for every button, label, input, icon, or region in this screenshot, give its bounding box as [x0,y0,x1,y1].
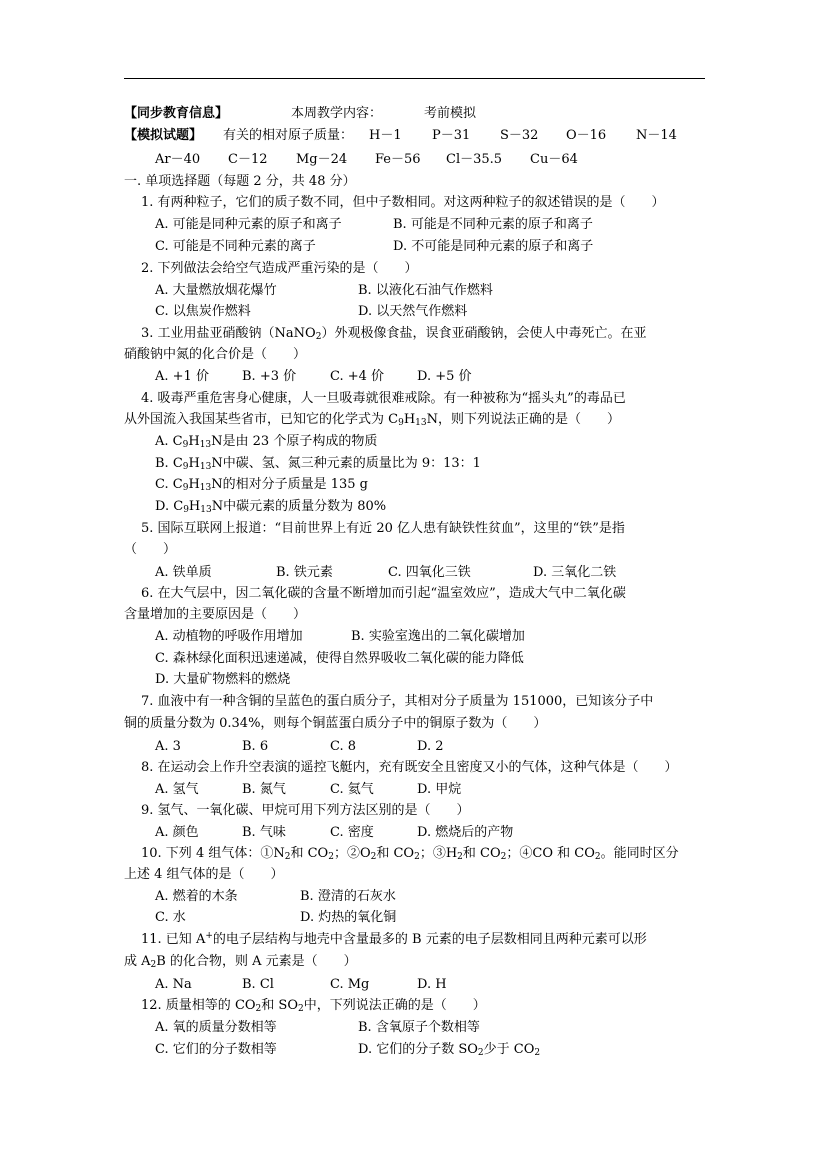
q1-option-c: C. 可能是不同种元素的离子 [155,239,316,254]
q11-option-c: C. Mg [330,977,370,992]
mass-ar: Ar－40 [155,152,201,167]
q4-option-b: B. $C_9H_{13}N$中碳、氢、氮三种元素的质量比为 9：13：1 [155,456,481,472]
q1-option-a: A. 可能是同种元素的原子和离子 [155,217,342,232]
q10-option-d: D. 灼热的氧化铜 [300,910,397,925]
mass-p: P－31 [432,128,471,143]
q11-option-d: D. H [417,977,447,992]
q4-stem-line1: 4. 吸毒严重危害身心健康，人一旦吸毒就很难戒除。有一种被称为“摇头丸”的毒品已 [141,391,626,406]
q2-option-b: B. 以液化石油气作燃料 [358,283,493,298]
q7-option-d: D. 2 [417,739,444,754]
q6-stem-line1: 6. 在大气层中，因二氧化碳的含量不断增加而引起“温室效应”，造成大气中二氧化碳 [141,586,626,601]
mass-fe: Fe－56 [375,152,421,167]
q12-option-d: D. 它们的分子数 $SO_2$少于 $CO_2$ [358,1042,541,1058]
section-title: 一. 单项选择题（每题 2 分，共 48 分） [124,174,356,189]
q11-option-b: B. Cl [242,977,274,992]
mass-n: N－14 [636,128,677,143]
q3-stem-line1: 3. 工业用盐亚硝酸钠（NaNO$_2$）外观极像食盐，误食亚硝酸钠，会使人中毒死亡。在亚 [141,326,647,342]
q5-stem-line1: 5. 国际互联网上报道：“目前世界上有近 20 亿人患有缺铁性贫血”，这里的“铁”是指 [141,521,625,536]
q3-option-a: A. +1 价 [155,369,209,384]
q9-stem: 9. 氢气、一氧化碳、甲烷可用下列方法区别的是（ ） [141,803,470,818]
mass-cl: Cl－35.5 [446,152,503,167]
q9-option-b: B. 气味 [242,825,286,840]
q1-option-b: B. 可能是不同种元素的原子和离子 [393,217,593,232]
q5-option-a: A. 铁单质 [155,565,212,580]
masses-intro: 有关的相对原子质量： [223,128,354,143]
q9-option-d: D. 燃烧后的产物 [417,825,514,840]
mock-label: 【模拟试题】 [124,128,203,143]
q7-stem-line2: 铜的质量分数为 0.34%，则每个铜蓝蛋白质分子中的铜原子数为（ ） [124,716,547,731]
q12-stem: 12. 质量相等的 $CO_2$和 $SO_2$中，下列说法正确的是（ ） [141,998,486,1014]
q8-option-b: B. 氮气 [242,782,286,797]
q11-stem-line1: 11. 已知 A+的电子层结构与地壳中含量最多的 B 元素的电子层数相同且两种元素可以形 [141,931,647,947]
q10-option-c: C. 水 [155,910,186,925]
q8-option-d: D. 甲烷 [417,782,462,797]
mass-h: H－1 [369,128,402,143]
header-label: 【同步教育信息】 [124,106,229,121]
q4-option-a: A. $C_9H_{13}N$是由 23 个原子构成的物质 [155,434,378,450]
q5-option-d: D. 三氧化二铁 [533,565,617,580]
content-value: 考前模拟 [424,106,477,121]
q1-stem: 1. 有两种粒子，它们的质子数不同，但中子数相同。对这两种粒子的叙述错误的是（ ） [141,195,665,210]
q3-option-c: C. +4 价 [330,369,385,384]
q6-option-a: A. 动植物的呼吸作用增加 [155,629,303,644]
q4-option-d: D. $C_9H_{13}N$中碳元素的质量分数为 80% [155,499,387,515]
content-label: 本周教学内容： [291,106,383,121]
q8-option-a: A. 氢气 [155,782,199,797]
q8-option-c: C. 氦气 [330,782,374,797]
q10-stem-line1: 10. 下列 4 组气体：$①N_2$和 $CO_2$；$②O_2$和 $CO_2$；$③H_2$和 $CO_2$；④CO 和 $CO_2$。能同时区分 [141,846,679,862]
q3-option-b: B. +3 价 [242,369,297,384]
q6-stem-line2: 含量增加的主要原因是（ ） [124,607,307,622]
q7-stem-line1: 7. 血液中有一种含铜的呈蓝色的蛋白质分子，其相对分子质量为 151000，已知该分子中 [141,694,654,709]
q5-option-b: B. 铁元素 [276,565,333,580]
q3-stem-line2: 硝酸钠中氮的化合价是（ ） [124,347,307,362]
q9-option-c: C. 密度 [330,825,374,840]
q10-option-a: A. 燃着的木条 [155,889,238,904]
q12-option-a: A. 氧的质量分数相等 [155,1020,277,1035]
q9-option-a: A. 颜色 [155,825,199,840]
q11-option-a: A. Na [155,977,192,992]
q5-stem-line2: （ ） [124,542,177,557]
q6-option-c: C. 森林绿化面积迅速递减，使得自然界吸收二氧化碳的能力降低 [155,651,524,666]
header-rule [124,78,705,79]
mass-cu: Cu－64 [530,152,578,167]
q7-option-a: A. 3 [155,739,181,754]
q4-option-c: C. $C_9H_{13}N$的相对分子质量是 135 g [155,477,369,493]
q11-stem-line2: 成 $A_2B$ 的化合物，则 A 元素是（ ） [124,954,357,970]
q3-option-d: D. +5 价 [417,369,472,384]
mass-o: O－16 [566,128,607,143]
q2-stem: 2. 下列做法会给空气造成严重污染的是（ ） [141,261,418,276]
q7-option-b: B. 6 [242,739,269,754]
q10-option-b: B. 澄清的石灰水 [300,889,396,904]
mass-c: C－12 [228,152,268,167]
q6-option-d: D. 大量矿物燃料的燃烧 [155,672,291,687]
q10-stem-line2: 上述 4 组气体的是（ ） [124,867,284,882]
q12-option-c: C. 它们的分子数相等 [155,1042,277,1057]
q2-option-a: A. 大量燃放烟花爆竹 [155,283,277,298]
q8-stem: 8. 在运动会上作升空表演的遥控飞艇内，充有既安全且密度又小的气体，这种气体是（ ） [141,760,678,775]
q6-option-b: B. 实验室逸出的二氧化碳增加 [351,629,525,644]
q7-option-c: C. 8 [330,739,357,754]
mass-s: S－32 [500,128,539,143]
mass-mg: Mg－24 [296,152,348,167]
q5-option-c: C. 四氧化三铁 [388,565,471,580]
q1-option-d: D. 不可能是同种元素的原子和离子 [393,239,594,254]
q2-option-d: D. 以天然气作燃料 [358,304,468,319]
q2-option-c: C. 以焦炭作燃料 [155,304,251,319]
q12-option-b: B. 含氧原子个数相等 [358,1020,480,1035]
q4-stem-line2: 从外国流入我国某些省市，已知它的化学式为 $C_9H_{13}N$，则下列说法正确的是（ ） [124,412,621,428]
